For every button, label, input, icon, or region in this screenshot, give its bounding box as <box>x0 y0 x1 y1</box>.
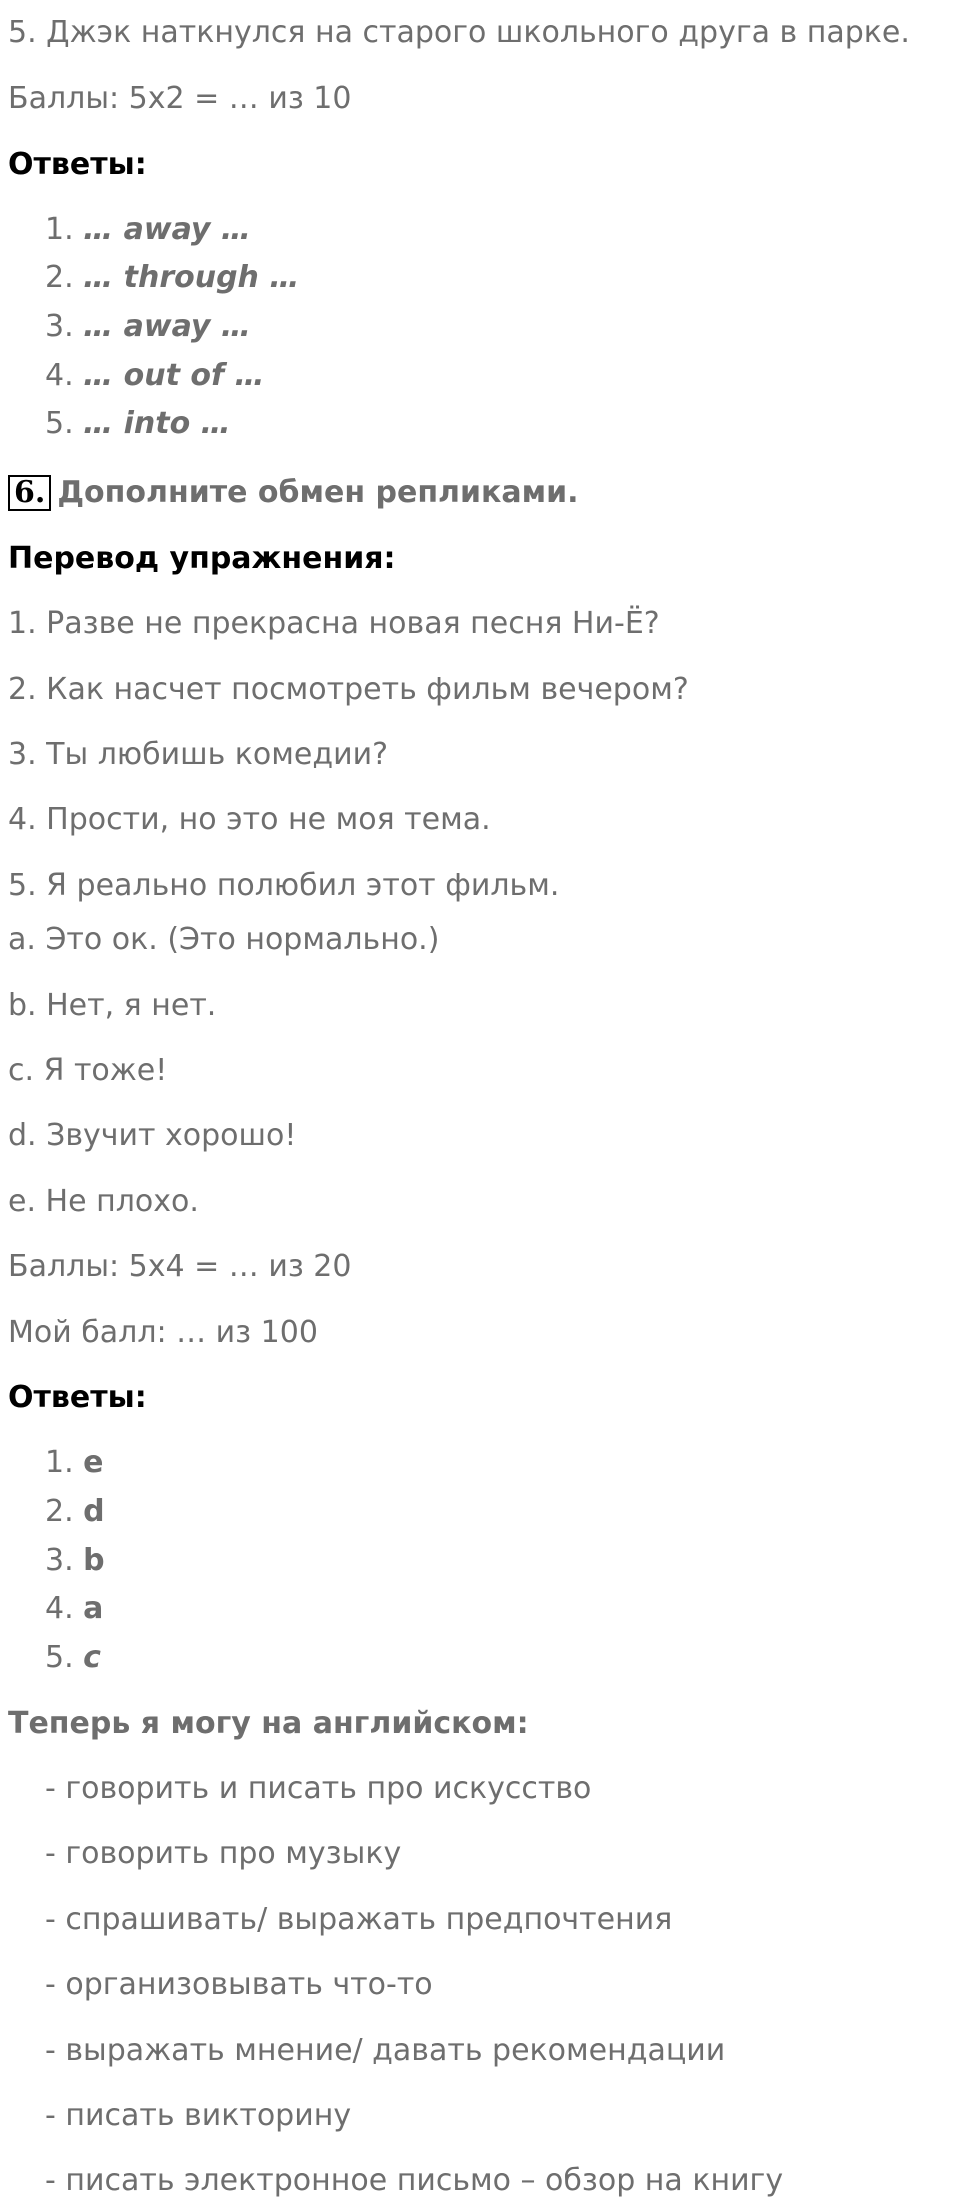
answer-text: c <box>83 1640 101 1675</box>
list-number: 1. <box>45 212 74 247</box>
list-number: 3. <box>45 309 74 344</box>
ex5-answer-2 <box>45 259 299 297</box>
ex6-line-2: 2. Как насчет посмотреть фильм вечером? <box>8 672 689 707</box>
ex6-answer-3 <box>45 1542 105 1580</box>
ex5-answers-heading: Ответы: <box>8 147 147 182</box>
summary-item-4: - организовывать что-то <box>45 1967 433 2002</box>
ex6-answers-heading: Ответы: <box>8 1380 147 1415</box>
ex6-translation-heading: Перевод упражнения: <box>8 541 396 576</box>
ex6-line-d: d. Звучит хорошо! <box>8 1118 297 1153</box>
ex6-line-c: c. Я тоже! <box>8 1053 168 1088</box>
ex6-line-a: a. Это ок. (Это нормально.) <box>8 922 440 957</box>
answer-text: a <box>83 1591 104 1626</box>
summary-item-7: - писать электронное письмо – обзор на книгу <box>45 2163 784 2198</box>
exercise-title: Дополните обмен репликами. <box>57 475 579 510</box>
ex5-item-5: 5. Джэк наткнулся на старого школьного друга в парке. <box>8 15 910 50</box>
ex6-answer-2 <box>45 1493 105 1531</box>
ex6-my-score: Мой балл: … из 100 <box>8 1315 318 1350</box>
ex5-answer-3 <box>45 308 251 346</box>
answer-text: d <box>83 1494 105 1529</box>
list-number: 1. <box>45 1445 74 1480</box>
ex6-answer-4 <box>45 1590 103 1628</box>
ex6-answer-1 <box>45 1444 104 1482</box>
list-number: 4. <box>45 1591 74 1626</box>
summary-item-5: - выражать мнение/ давать рекомендации <box>45 2033 726 2068</box>
ex6-line-1: 1. Разве не прекрасна новая песня Ни-Ё? <box>8 606 660 641</box>
list-number: 3. <box>45 1543 74 1578</box>
answer-text: … through … <box>83 260 300 295</box>
list-number: 2. <box>45 1494 74 1529</box>
ex5-answer-4 <box>45 357 264 395</box>
ex6-line-4: 4. Прости, но это не моя тема. <box>8 802 491 837</box>
ex6-title-row <box>8 474 579 512</box>
ex6-score: Баллы: 5x4 = … из 20 <box>8 1249 352 1284</box>
answer-text: … away … <box>83 212 251 247</box>
answer-text: … into … <box>83 406 231 441</box>
answer-text: … out of … <box>83 358 265 393</box>
ex5-answer-5 <box>45 405 231 443</box>
answer-text: e <box>83 1445 104 1480</box>
ex6-line-3: 3. Ты любишь комедии? <box>8 737 389 772</box>
answer-text: … away … <box>83 309 251 344</box>
list-number: 5. <box>45 406 74 441</box>
ex6-line-e: e. Не плохо. <box>8 1184 199 1219</box>
summary-item-1: - говорить и писать про искусство <box>45 1771 592 1806</box>
summary-item-3: - спрашивать/ выражать предпочтения <box>45 1902 673 1937</box>
ex5-score: Баллы: 5x2 = … из 10 <box>8 81 352 116</box>
ex6-line-5: 5. Я реально полюбил этот фильм. <box>8 868 560 903</box>
ex6-line-b: b. Нет, я нет. <box>8 988 217 1023</box>
summary-item-2: - говорить про музыку <box>45 1836 402 1871</box>
list-number: 4. <box>45 358 74 393</box>
list-number: 5. <box>45 1640 74 1675</box>
summary-item-6: - писать викторину <box>45 2098 352 2133</box>
summary-heading: Теперь я могу на английском: <box>8 1706 529 1741</box>
list-number: 2. <box>45 260 74 295</box>
answer-text: b <box>83 1543 105 1578</box>
ex5-answer-1 <box>45 211 251 249</box>
exercise-number-box: 6. <box>8 475 51 511</box>
ex6-answer-5 <box>45 1639 101 1677</box>
